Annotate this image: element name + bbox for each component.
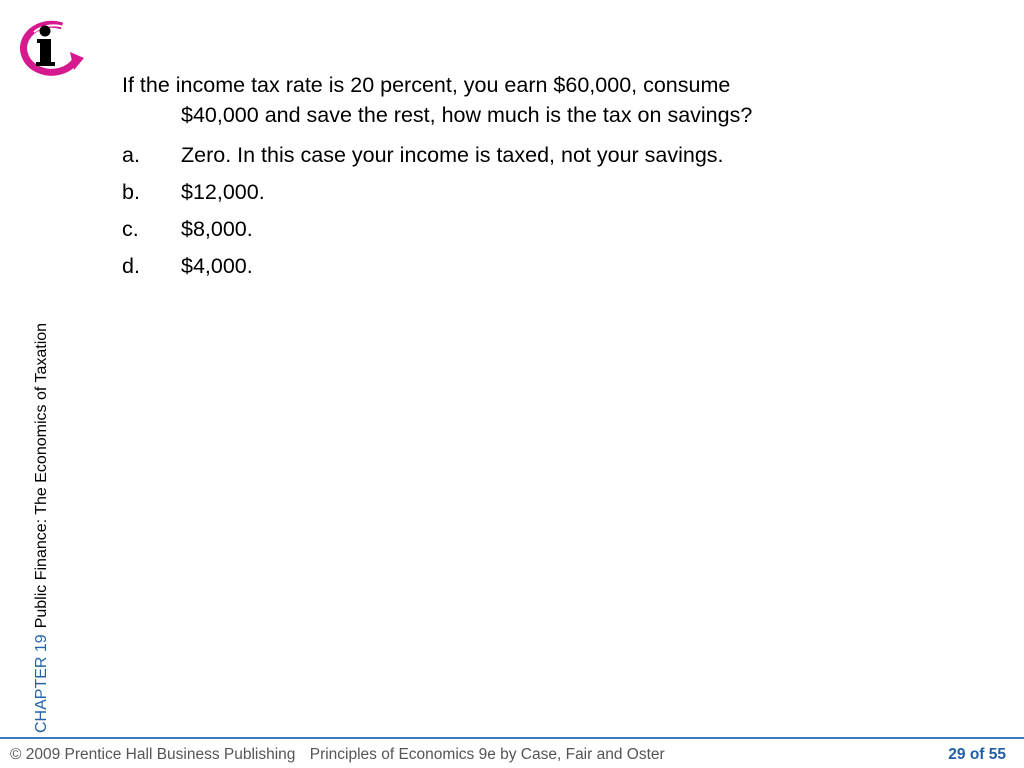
option-text: $8,000.	[181, 216, 253, 241]
option-letter: a.	[122, 142, 140, 167]
option-b[interactable]	[122, 173, 882, 210]
footer	[10, 744, 1006, 766]
footer-book-title: Principles of Economics 9e by Case, Fair and Oster	[309, 746, 665, 763]
answer-options	[122, 136, 882, 284]
option-text: Zero. In this case your income is taxed, not your savings.	[181, 142, 724, 167]
question-line-2: $40,000 and save the rest, how much is the tax on savings?	[181, 103, 753, 127]
question-block	[122, 70, 882, 284]
option-text: $12,000.	[181, 179, 265, 204]
chapter-sidebar	[32, 323, 52, 733]
option-letter: b.	[122, 179, 140, 204]
option-d[interactable]	[122, 247, 882, 284]
option-c[interactable]	[122, 210, 882, 247]
option-letter: c.	[122, 216, 139, 241]
question-line-1: If the income tax rate is 20 percent, you earn $60,000, consume	[122, 73, 731, 97]
footer-copyright: © 2009 Prentice Hall Business Publishing	[10, 746, 296, 763]
page-number: 29 of 55	[948, 746, 1006, 763]
chapter-number: CHAPTER 19	[33, 634, 50, 733]
question-stem	[122, 70, 882, 130]
option-a[interactable]	[122, 136, 882, 173]
option-letter: d.	[122, 253, 140, 278]
info-logo-icon	[12, 18, 84, 80]
option-text: $4,000.	[181, 253, 253, 278]
footer-divider	[0, 737, 1024, 739]
chapter-title: Public Finance: The Economics of Taxation	[33, 322, 50, 629]
